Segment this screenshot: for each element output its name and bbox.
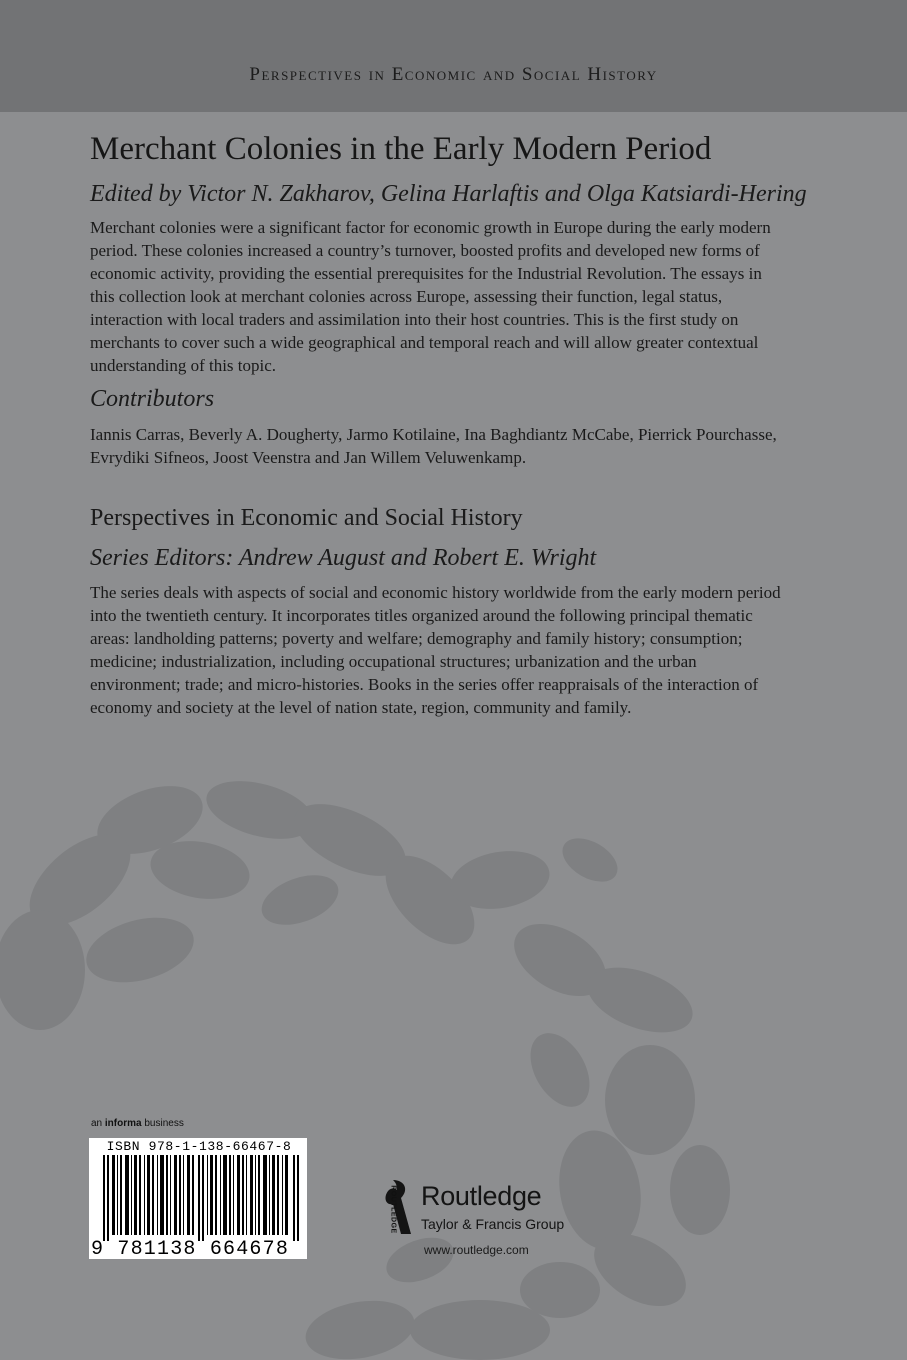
book-editors: Edited by Victor N. Zakharov, Gelina Harlaftis and Olga Katsiardi-Hering	[90, 181, 807, 207]
informa-business: an informa business	[91, 1118, 184, 1129]
publisher-name: Routledge	[421, 1181, 542, 1211]
isbn-label: ISBN 978-1-138-66467-8	[106, 1139, 292, 1154]
laurel-wreath-watermark	[0, 770, 907, 1360]
series-editors: Series Editors: Andrew August and Robert E. Wright	[90, 545, 597, 571]
publisher-group: Taylor & Francis Group	[421, 1216, 565, 1232]
isbn-barcode	[89, 1138, 307, 1259]
series-band	[0, 0, 907, 112]
series-description: The series deals with aspects of social and economic history worldwide from the early modern period into the twentieth century. It incorporates titles organized around the following principal thematic areas: landholding patterns; poverty and welfare; demography and family history; consumption; medicine; industrialization, including occupational structures; urbanization and the urban environment; trade; and micro-histories. Books in the series offer reappraisals of the interaction of economy and society at the level of nation state, region, community and family.	[90, 583, 781, 717]
contributors-list: Iannis Carras, Beverly A. Dougherty, Jarmo Kotilaine, Ina Baghdiantz McCabe, Pierrick Pourchasse, Evrydiki Sifneos, Joost Veenstra and Jan Willem Veluwenkamp.	[90, 425, 777, 467]
series-heading: Perspectives in Economic and Social History	[90, 505, 523, 531]
publisher-url[interactable]: www.routledge.com	[424, 1243, 529, 1257]
contributors-heading: Contributors	[90, 386, 215, 412]
series-header: Perspectives in Economic and Social History	[249, 64, 658, 85]
book-title: Merchant Colonies in the Early Modern Period	[90, 131, 712, 167]
book-description: Merchant colonies were a significant factor for economic growth in Europe during the early modern period. These colonies increased a country’s turnover, boosted profits and developed new forms of economic activity, providing the essential prerequisites for the Industrial Revolution. The essays in this collection look at merchant colonies across Europe, assessing their function, legal status, interaction with local traders and assimilation into their host countries. This is the first study on merchants to cover such a wide geographical and temporal reach and will allow greater contextual understanding of this topic.	[90, 218, 771, 375]
barcode-bars	[103, 1155, 301, 1241]
ean-digits: 9 781138 664678	[91, 1238, 290, 1261]
publisher-vertical-label: ROUTLEDGE	[389, 1185, 397, 1234]
